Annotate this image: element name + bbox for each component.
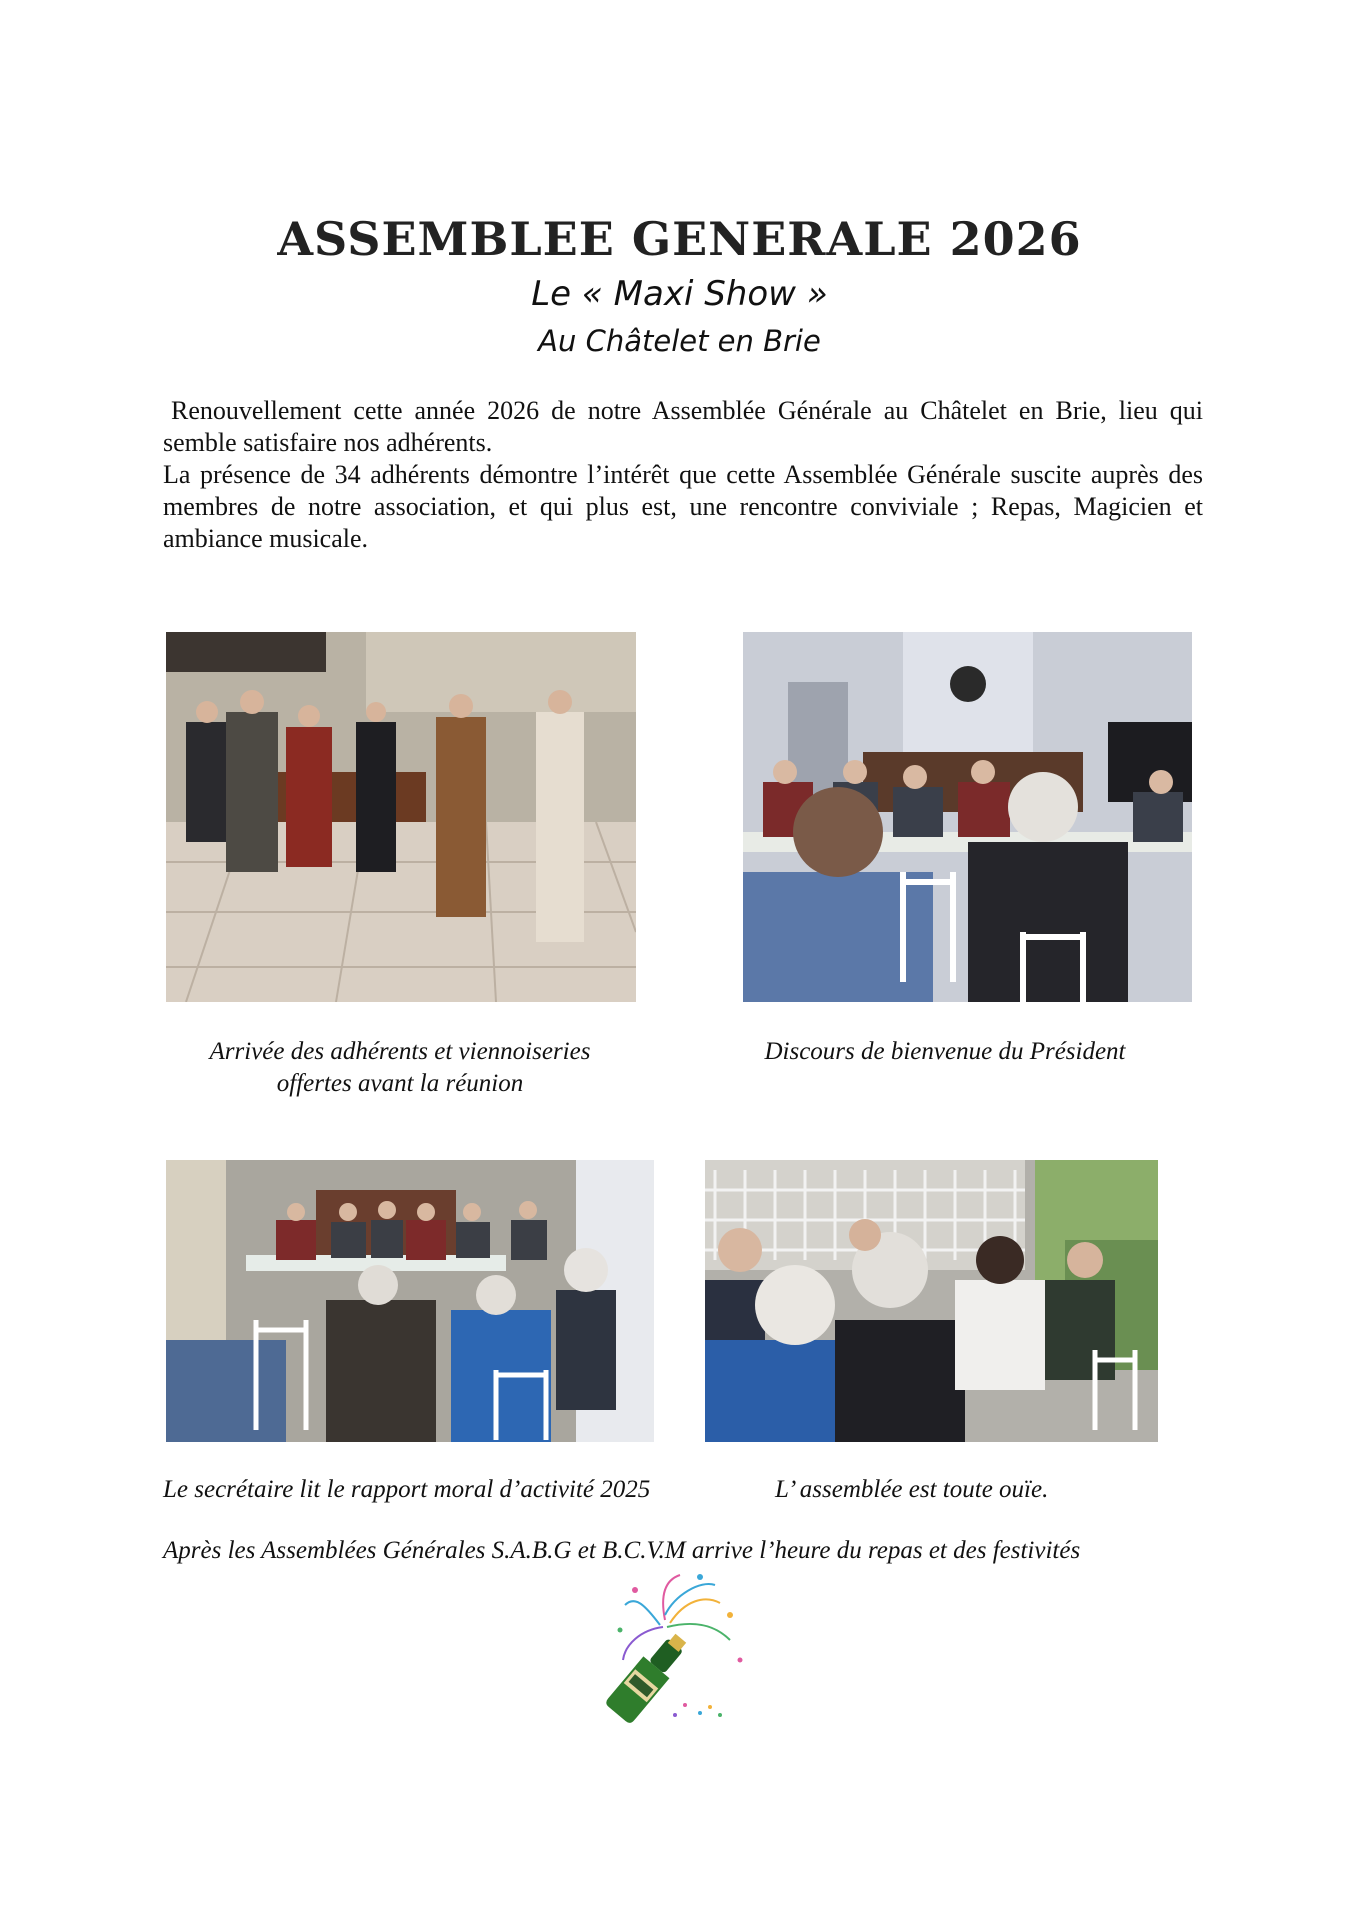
caption-president-speech: Discours de bienvenue du Président bbox=[764, 1038, 1126, 1065]
champagne-bottle-illustration bbox=[605, 1565, 755, 1730]
photo-secretary-report bbox=[166, 1160, 654, 1442]
caption-arrival-line1: Arrivée des adhérents et viennoiseries bbox=[209, 1038, 591, 1065]
photo-assembly-listening bbox=[705, 1160, 1158, 1442]
intro-paragraph-2: La présence de 34 adhérents démontre l’intérêt que cette Assemblée Générale suscite auprès des membres de notre association, et qui plus est, une rencontre conviviale ; Repas, Magicien et ambiance musicale. bbox=[163, 460, 1203, 553]
closing-text: Après les Assemblées Générales S.A.B.G et B.C.V.M arrive l’heure du repas et des festivités bbox=[163, 1537, 1081, 1564]
caption-secretary-report: Le secrétaire lit le rapport moral d’activité 2025 bbox=[163, 1476, 651, 1503]
photo-president-speech bbox=[743, 632, 1192, 1002]
caption-assembly-listening: L’ assemblée est toute ouïe. bbox=[775, 1476, 1049, 1503]
photo-arrival bbox=[166, 632, 636, 1002]
intro-paragraph-1: Renouvellement cette année 2026 de notre Assemblée Générale au Châtelet en Brie, lieu qui semble satisfaire nos adhérents. bbox=[163, 396, 1203, 457]
intro-text bbox=[163, 395, 1203, 555]
event-subtitle: Le « Maxi Show » bbox=[531, 274, 828, 314]
page-title: ASSEMBLEE GENERALE 2026 bbox=[277, 212, 1082, 266]
event-location: Au Châtelet en Brie bbox=[538, 324, 821, 358]
caption-arrival bbox=[150, 1036, 650, 1100]
caption-arrival-line2: offertes avant la réunion bbox=[276, 1070, 524, 1097]
